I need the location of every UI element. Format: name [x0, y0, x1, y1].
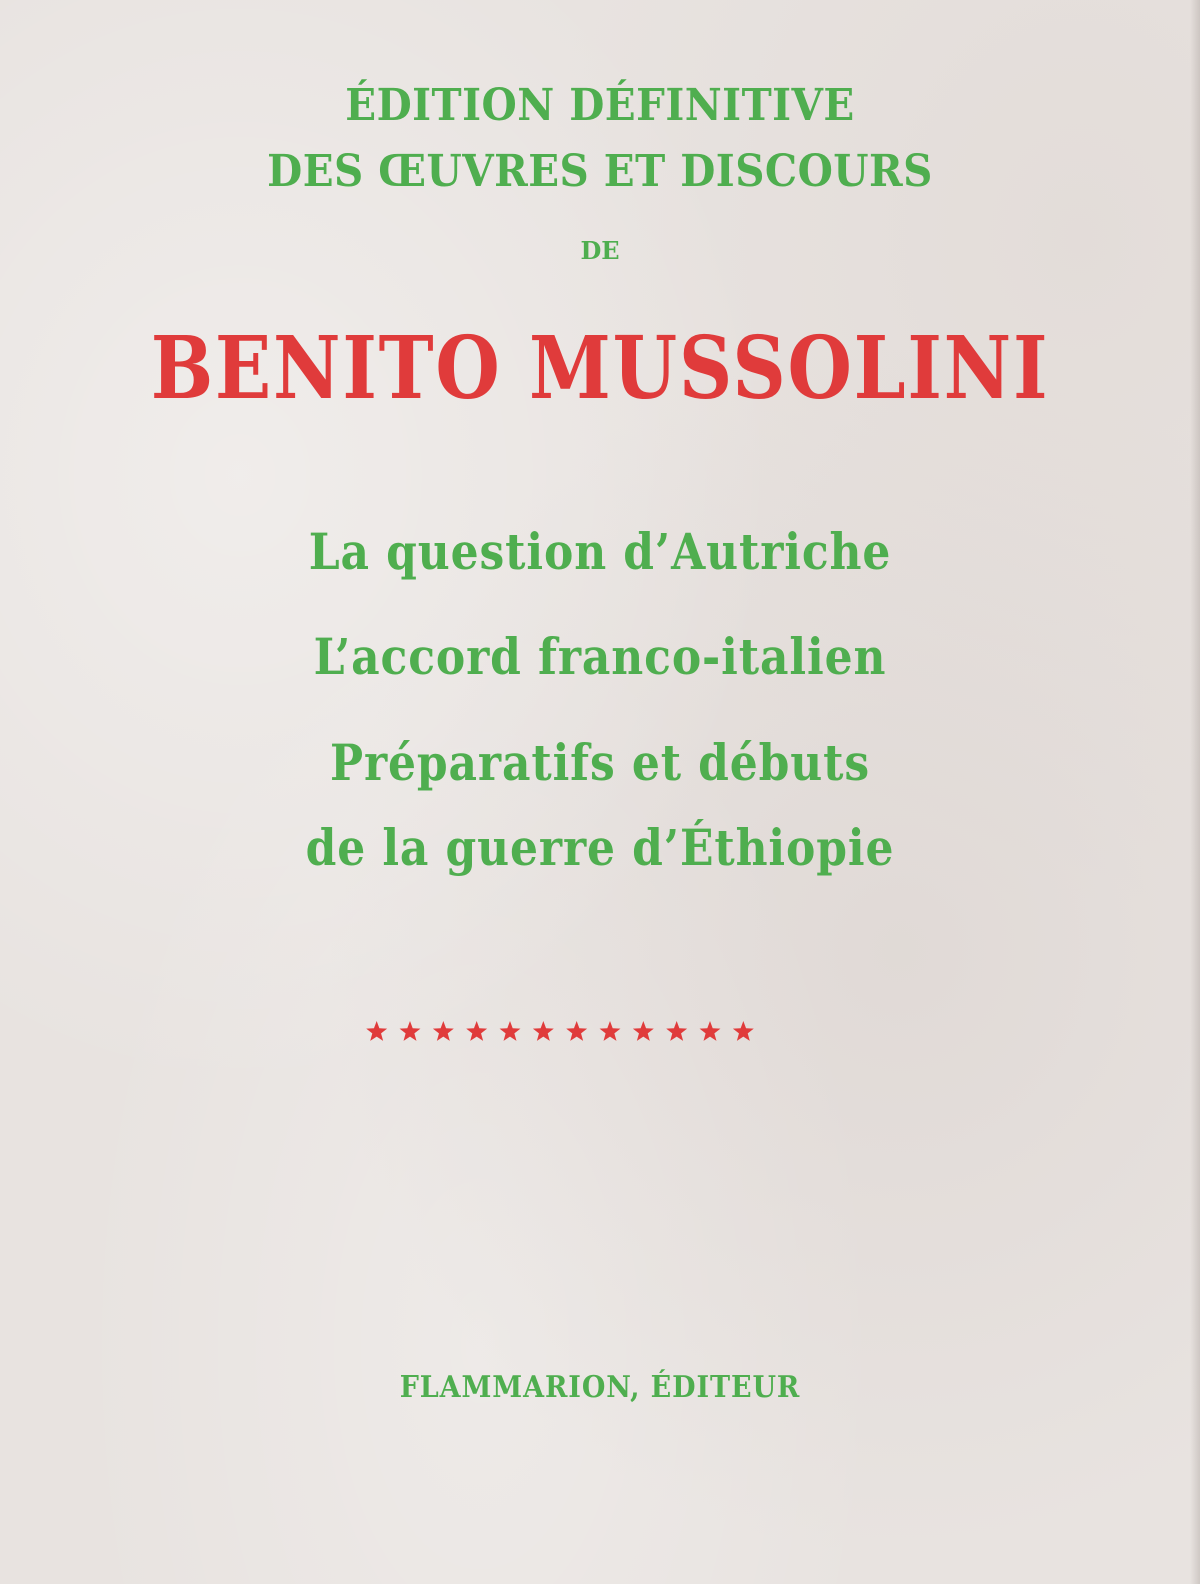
subtitle-line-1: La question d’Autriche: [308, 522, 892, 581]
author-name: BENITO MUSSOLINI: [150, 318, 1050, 419]
star-icon: [433, 1021, 454, 1041]
star-icon: [666, 1021, 687, 1041]
star-ornament-row: [360, 1014, 760, 1050]
subtitle-line-4: de la guerre d’Éthiopie: [305, 818, 895, 877]
star-icon: [466, 1021, 487, 1041]
subtitle-line-3: Préparatifs et débuts: [329, 733, 871, 792]
publisher-name: FLAMMARION, ÉDITEUR: [399, 1370, 801, 1405]
star-icon: [633, 1021, 654, 1041]
star-icon: [500, 1021, 521, 1041]
star-icon: [700, 1021, 721, 1041]
edition-header-line-2: DES ŒUVRES ET DISCOURS: [267, 146, 933, 197]
edition-header-line-1: ÉDITION DÉFINITIVE: [345, 80, 855, 131]
star-icon: [366, 1021, 387, 1041]
star-icon: [533, 1021, 554, 1041]
star-icon: [733, 1021, 754, 1041]
edition-header-line-3: DE: [580, 236, 620, 265]
star-icon: [566, 1021, 587, 1041]
star-icon: [600, 1021, 621, 1041]
star-icon: [400, 1021, 421, 1041]
subtitle-line-2: L’accord franco-italien: [313, 627, 887, 686]
